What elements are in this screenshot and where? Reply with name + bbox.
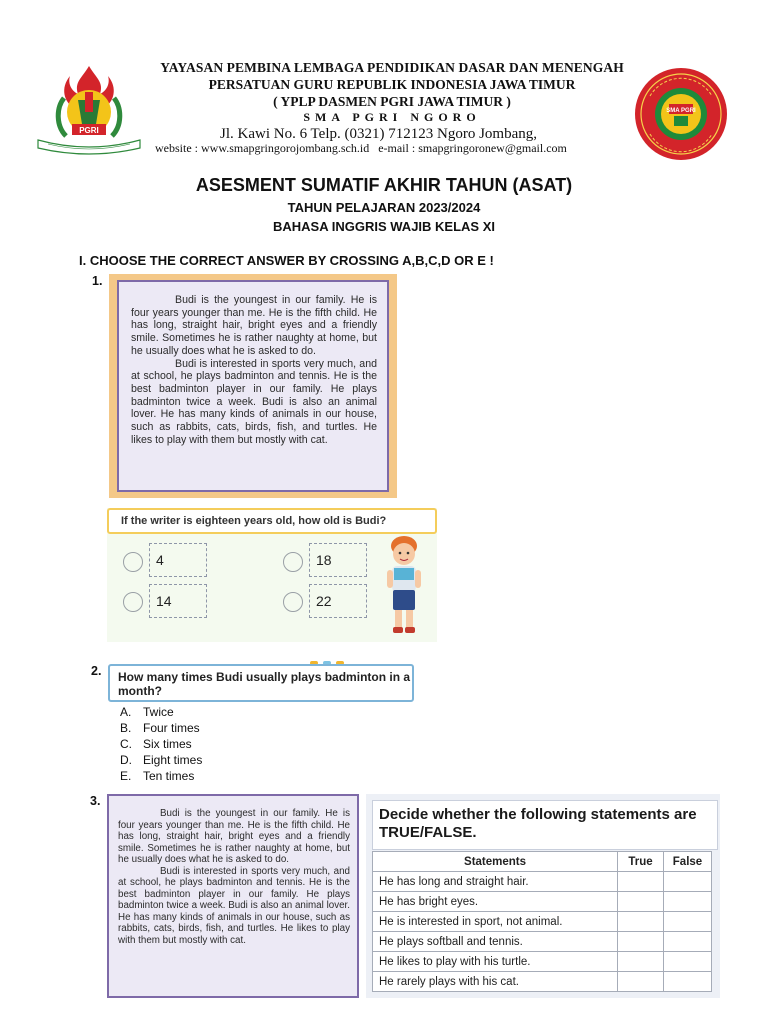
exam-title: ASESMENT SUMATIF AKHIR TAHUN (ASAT) [195, 175, 573, 195]
option-letter: D. [120, 753, 132, 767]
true-answer-cell[interactable] [618, 932, 664, 952]
true-answer-cell[interactable] [618, 952, 664, 972]
reading-passage [107, 794, 359, 998]
option-letter: A. [120, 705, 132, 719]
option-text: Ten times [143, 769, 195, 783]
reading-passage [117, 280, 389, 492]
question-number: 3. [90, 794, 101, 808]
question-prompt: If the writer is eighteen years old, how old is Budi? [107, 508, 437, 534]
reading-passage-frame [109, 274, 397, 498]
school-contact [155, 141, 573, 156]
reading-passage-frame [107, 794, 359, 998]
option-letter: E. [120, 769, 132, 783]
foundation-name: YAYASAN PEMBINA LEMBAGA PENDIDIKAN DASAR DAN MENENGAH [160, 60, 624, 75]
option-letter: C. [120, 737, 132, 751]
true-answer-cell[interactable] [618, 892, 664, 912]
answer-option[interactable]: 14 [149, 584, 207, 618]
option-text: Twice [143, 705, 174, 719]
answer-option[interactable] [120, 736, 202, 752]
academic-year: TAHUN PELAJARAN 2023/2024 [287, 200, 481, 215]
false-answer-cell[interactable] [664, 932, 712, 952]
false-answer-cell[interactable] [664, 892, 712, 912]
answer-option[interactable] [120, 768, 202, 784]
question-number: 1. [92, 274, 103, 288]
answer-radio[interactable] [123, 592, 143, 612]
email-text: e-mail : smapgringoronew@gmail.com [378, 141, 567, 155]
question-prompt: How many times Budi usually plays badminton in a month? [108, 664, 414, 702]
passage-paragraph: Budi is the youngest in our family. He is four years younger than me. He is the fifth child. He has long, straight hair, bright eyes and a friendly smile. Sometimes he is rather naughty at home, but he usually does what he is asked to do. [131, 294, 377, 357]
answer-radio[interactable] [283, 552, 303, 572]
answer-option[interactable]: 4 [149, 543, 207, 577]
false-answer-cell[interactable] [664, 972, 712, 992]
question-prompt: Decide whether the following statements are TRUE/FALSE. [372, 800, 718, 850]
table-header-row [373, 852, 712, 872]
pgri-logo-text: PGRI [79, 126, 99, 135]
passage-paragraph: Budi is interested in sports very much, and at school, he plays badminton and tennis. He is the best badminton player in our family. He plays badminton twice a week. Budi is also an animal lover. He has many kinds of animals in our house, such as rabbits, cats, birds, fish, and turtles. He likes to play with them but mostly with cat. [118, 865, 350, 946]
true-answer-cell[interactable] [618, 912, 664, 932]
option-text: Eight times [143, 753, 203, 767]
table-row [373, 872, 712, 892]
statement-cell: He likes to play with his turtle. [373, 952, 618, 972]
boy-illustration [379, 532, 429, 636]
column-header-false: False [664, 852, 712, 872]
passage-paragraph: Budi is interested in sports very much, and at school, he plays badminton and tennis. He is the best badminton player in our family. He plays badminton twice a week. Budi is also an animal lover. He has many kinds of animals in our house, such as rabbits, cats, birds, fish, and turtles. He likes to play with them but mostly with cat. [131, 357, 377, 446]
option-text: Six times [143, 737, 192, 751]
table-row [373, 932, 712, 952]
option-text: Four times [143, 721, 200, 735]
association-name: PERSATUAN GURU REPUBLIK INDONESIA JAWA TIMUR [208, 77, 576, 92]
table-row [373, 912, 712, 932]
answer-option[interactable] [120, 704, 202, 720]
false-answer-cell[interactable] [664, 952, 712, 972]
statement-cell: He has long and straight hair. [373, 872, 618, 892]
false-answer-cell[interactable] [664, 912, 712, 932]
statement-cell: He plays softball and tennis. [373, 932, 618, 952]
answer-options-list [120, 704, 202, 784]
answer-option[interactable] [120, 720, 202, 736]
table-row [373, 972, 712, 992]
answer-option[interactable]: 22 [309, 584, 367, 618]
answer-option[interactable]: 18 [309, 543, 367, 577]
answer-radio[interactable] [123, 552, 143, 572]
table-row [373, 952, 712, 972]
passage-paragraph: Budi is the youngest in our family. He is four years younger than me. He is the fifth child. He has long, straight hair, bright eyes and a friendly smile. Sometimes he is rather naughty at home, but he usually does what he is asked to do. [118, 808, 350, 865]
true-false-table [372, 851, 712, 992]
subject-title: BAHASA INGGRIS WAJIB KELAS XI [273, 219, 495, 234]
question-number: 2. [91, 664, 102, 678]
association-abbr: ( YPLP DASMEN PGRI JAWA TIMUR ) [273, 94, 511, 109]
true-answer-cell[interactable] [618, 872, 664, 892]
option-letter: B. [120, 721, 132, 735]
table-row [373, 892, 712, 912]
section-instruction: I. CHOOSE THE CORRECT ANSWER BY CROSSING A,B,C,D OR E ! [79, 253, 494, 268]
website-text: website : www.smapgringorojombang.sch.id [155, 141, 370, 155]
statement-cell: He has bright eyes. [373, 892, 618, 912]
column-header-true: True [618, 852, 664, 872]
answer-option[interactable] [120, 752, 202, 768]
statement-cell: He is interested in sport, not animal. [373, 912, 618, 932]
true-answer-cell[interactable] [618, 972, 664, 992]
school-address: Jl. Kawi No. 6 Telp. (0321) 712123 Ngoro Jombang, [220, 126, 537, 142]
answer-radio[interactable] [283, 592, 303, 612]
school-name: SMA PGRI NGORO [303, 110, 481, 124]
column-header-statements: Statements [373, 852, 618, 872]
statement-cell: He rarely plays with his cat. [373, 972, 618, 992]
sma-pgri-logo-text: SMA PGRI [666, 108, 696, 114]
false-answer-cell[interactable] [664, 872, 712, 892]
